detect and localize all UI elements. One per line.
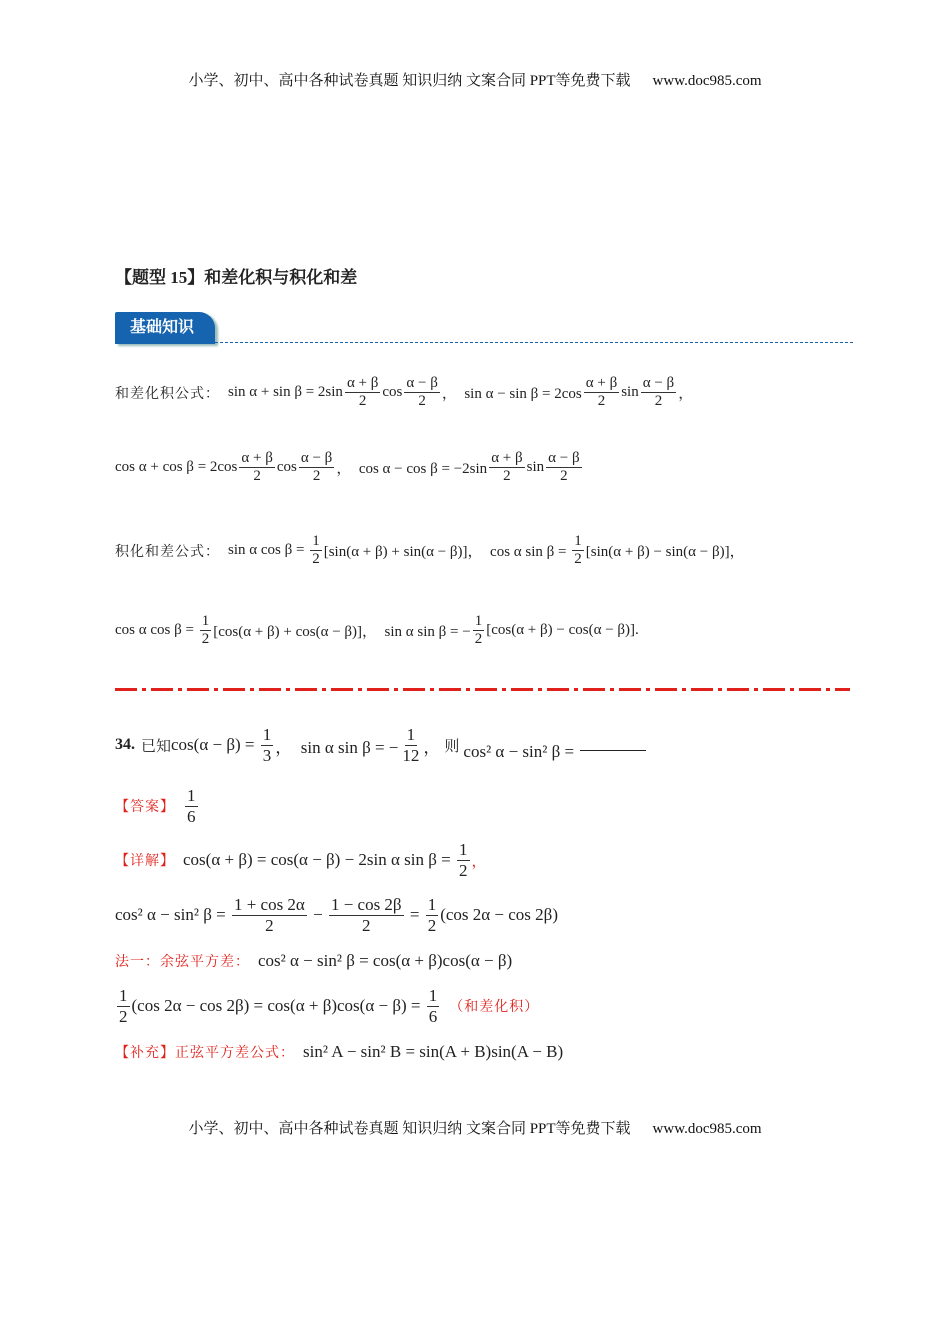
denominator: 2 — [265, 915, 274, 935]
numerator: α + β — [239, 450, 274, 468]
fraction — [261, 725, 274, 765]
fraction — [584, 375, 619, 411]
denominator: 2 — [418, 393, 426, 410]
detail-step-4 — [115, 986, 441, 1026]
math-text: cos(α − β) = — [171, 735, 259, 755]
numerator: 1 — [473, 613, 485, 631]
fraction — [473, 613, 485, 649]
denominator: 2 — [427, 915, 437, 935]
numerator: 1 + cos 2α — [233, 895, 305, 914]
red-dash-divider — [115, 688, 850, 691]
math-text: cos — [382, 384, 403, 401]
denominator: 2 — [574, 551, 582, 568]
math-text: (cos 2α − cos 2β) = cos(α + β)cos(α − β) = — [131, 996, 425, 1016]
fraction — [239, 450, 274, 486]
math-text: ， — [678, 386, 694, 403]
math-text: sin α + sin β = 2sin — [228, 384, 343, 401]
denominator: 6 — [187, 806, 196, 826]
fraction — [329, 895, 404, 935]
fraction — [457, 840, 470, 880]
denominator: 2 — [358, 393, 367, 410]
math-text: sin — [621, 384, 639, 401]
math-text: cos(α + β) = cos(α − β) − 2sin α sin β = — [183, 850, 455, 870]
numerator: 1 — [262, 725, 272, 744]
numerator: α − β — [299, 450, 334, 468]
detail-step-3 — [258, 951, 512, 971]
problem-known: 已知 — [141, 738, 172, 755]
numerator: 1 — [200, 613, 212, 631]
math-text: cos α cos β = — [115, 622, 198, 639]
numerator: 1 — [427, 895, 437, 914]
detail-label: 【详解】 — [115, 854, 175, 870]
product-to-sum-label: 积化和差公式： — [115, 544, 220, 560]
denominator: 2 — [119, 1006, 128, 1026]
problem-conditions — [171, 725, 440, 765]
formula-product-to-sum-sin — [228, 533, 745, 569]
header-site: www.doc985.com — [652, 73, 762, 89]
numerator: α − β — [546, 450, 581, 468]
denominator: 2 — [312, 551, 320, 568]
numerator: α + β — [584, 375, 619, 393]
denominator: 2 — [459, 860, 468, 880]
math-text: [sin(α + β) − sin(α − β)]， — [585, 544, 745, 561]
denominator: 2 — [201, 631, 210, 648]
fraction — [299, 450, 334, 486]
numerator: 1 — [310, 533, 322, 551]
footer-text: 小学、初中、高中各种试卷真题 知识归纳 文案合同 PPT等免费下载 — [188, 1121, 631, 1137]
denominator: 2 — [503, 468, 511, 485]
math-text: cos² α − sin² β = — [463, 742, 579, 762]
denominator: 2 — [474, 631, 483, 648]
answer-blank — [580, 750, 646, 751]
numerator: 1 — [119, 986, 128, 1005]
header-text: 小学、初中、高中各种试卷真题 知识归纳 文案合同 PPT等免费下载 — [188, 73, 631, 89]
math-text: cos² α − sin² β = — [115, 905, 230, 925]
math-text: [cos(α + β) − cos(α − β)]. — [486, 622, 639, 639]
denominator: 2 — [597, 393, 606, 410]
math-text: ， sin α − sin β = 2cos — [441, 386, 582, 403]
denominator: 3 — [262, 745, 272, 765]
math-text: (cos 2α − cos 2β) — [440, 905, 558, 925]
denominator: 2 — [253, 468, 261, 485]
denominator: 2 — [362, 915, 371, 935]
fraction — [427, 986, 440, 1026]
math-text: cos² α − sin² β = cos(α + β)cos(α − β) — [258, 951, 513, 970]
formula-product-to-sum-cos — [115, 613, 639, 649]
denominator: 2 — [560, 468, 568, 485]
numerator: α − β — [404, 375, 439, 393]
page-header — [0, 69, 950, 90]
fraction — [200, 613, 212, 649]
dashed-divider — [215, 342, 853, 343]
math-text: [sin(α + β) + sin(α − β)]， cos α sin β = — [323, 544, 571, 561]
numerator: 1 − cos 2β — [330, 895, 402, 914]
numerator: 1 — [572, 533, 584, 551]
method1-label: 法一：余弦平方差： — [115, 955, 250, 970]
math-text: [cos(α + β) + cos(α − β)]， sin α sin β = − — [213, 624, 471, 641]
math-text: = — [405, 905, 424, 925]
sum-to-product-label: 和差化积公式： — [115, 386, 220, 402]
fraction — [117, 986, 130, 1026]
denominator: 6 — [428, 1006, 438, 1026]
math-text: ， cos α − cos β = −2sin — [336, 461, 488, 478]
math-text: sin² A − sin² B = sin(A + B)sin(A − B) — [303, 1042, 564, 1061]
supplement-formula — [303, 1042, 563, 1062]
fraction — [232, 895, 307, 935]
supplement-label: 【补充】正弦平方差公式： — [115, 1046, 295, 1061]
numerator: α + β — [489, 450, 524, 468]
section-title: 【题型 15】和差化积与积化和差 — [115, 268, 358, 287]
detail-comma: ， — [471, 853, 487, 870]
numerator: 1 — [428, 986, 438, 1005]
sum-to-product-note: （和差化积） — [449, 1000, 540, 1016]
numerator: α − β — [641, 375, 676, 393]
problem-number: 34. — [115, 736, 135, 754]
answer-value — [183, 786, 200, 826]
math-text: cos α + cos β = 2cos — [115, 459, 238, 476]
fraction — [489, 450, 524, 486]
fraction — [426, 895, 439, 935]
fraction — [546, 450, 581, 486]
fraction — [185, 786, 198, 826]
numerator: α + β — [345, 375, 380, 393]
detail-step-1 — [183, 840, 472, 880]
fraction — [345, 375, 380, 411]
math-text: sin — [526, 459, 545, 476]
denominator: 2 — [654, 393, 663, 410]
fraction — [400, 725, 421, 765]
denominator: 12 — [402, 745, 420, 765]
footer-site: www.doc985.com — [652, 1121, 762, 1137]
numerator: 1 — [459, 840, 468, 859]
math-text: − — [308, 905, 327, 925]
formula-sum-to-product-sin — [228, 375, 693, 411]
denominator: 2 — [312, 468, 321, 485]
problem-then: 则 — [444, 738, 460, 755]
fraction — [310, 533, 322, 569]
fraction — [572, 533, 584, 569]
basic-knowledge-badge: 基础知识 — [115, 312, 215, 344]
math-text: ， — [423, 737, 441, 757]
fraction — [641, 375, 676, 411]
math-text: ， sin α sin β = − — [275, 737, 399, 757]
page-footer — [0, 1117, 950, 1138]
problem-expression — [463, 742, 578, 762]
detail-step-2 — [115, 895, 558, 935]
math-text: sin α cos β = — [228, 542, 309, 559]
math-text: cos — [276, 459, 297, 476]
answer-label: 【答案】 — [115, 800, 175, 816]
formula-sum-to-product-cos — [115, 450, 584, 486]
fraction — [404, 375, 439, 411]
numerator: 1 — [406, 725, 416, 744]
numerator: 1 — [187, 786, 196, 805]
